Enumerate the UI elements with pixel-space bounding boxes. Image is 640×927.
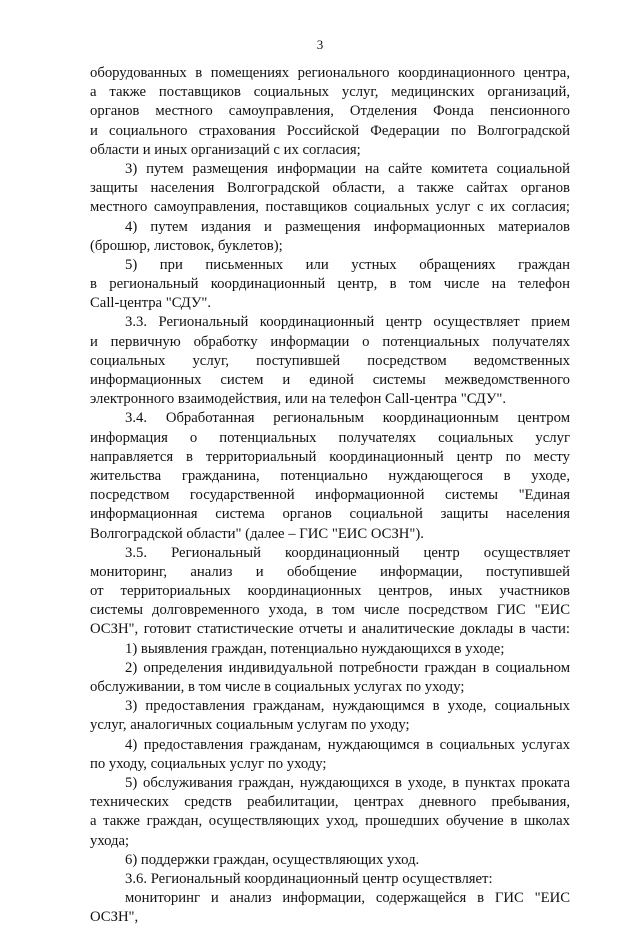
text-line: 3.3. Региональный координационный центр осуществляет прием — [125, 314, 570, 331]
text-line: посредством государственной информационной системы "Единая — [90, 487, 570, 504]
text-line: направляется в территориальный координационный центр по месту — [90, 448, 570, 465]
text-line: мониторинг и анализ информации, содержащейся в ГИС "ЕИС — [125, 890, 570, 907]
text-line: 2) определения индивидуальной потребности граждан в социальном — [125, 659, 570, 676]
text-line: (брошюр, листовок, буклетов); — [90, 237, 283, 254]
text-line: 6) поддержки граждан, осуществляющих уход. — [125, 851, 420, 868]
text-line: области и иных организаций с их согласия; — [90, 141, 361, 158]
text-line: ухода; — [90, 832, 130, 849]
page-number: 3 — [316, 37, 324, 52]
text-line: и социального страхования Российской Федерации по Волгоградской — [90, 122, 570, 139]
text-line: ОСЗН", готовит статистические отчеты и аналитические доклады в части: — [90, 621, 570, 638]
text-line: ОСЗН", — [90, 909, 139, 926]
document-body — [90, 64, 570, 927]
text-line: 3.4. Обработанная региональным координационным центром — [125, 410, 570, 427]
text-line: оборудованных в помещениях регионального координационного центра, — [90, 65, 570, 81]
text-line: защиты населения Волгоградской области, а также сайтах органов — [90, 180, 570, 197]
text-line: информация о потенциальных получателях социальных услуг — [90, 429, 570, 446]
text-line: электронного взаимодействия, или на телефон Call-центра "СДУ". — [90, 391, 507, 408]
text-line: жительства гражданина, потенциально нуждающегося в уходе, — [90, 467, 570, 484]
text-line: мониторинг, анализ и обобщение информации, поступившей — [90, 563, 570, 580]
text-line: 5) обслуживания граждан, нуждающихся в уходе, в пунктах проката — [125, 774, 570, 791]
text-line: обслуживании, в том числе в социальных услугах по уходу; — [90, 679, 465, 695]
text-line: 3) путем размещения информации на сайте комитета социальной — [125, 160, 570, 177]
text-line: 3) предоставления гражданам, нуждающимся в уходе, социальных — [125, 698, 570, 715]
text-line: информационных систем и единой системы межведомственного — [90, 372, 570, 388]
text-line: от территориальных координационных центров, иных участников — [90, 583, 570, 600]
text-line: 4) предоставления гражданам, нуждающимся в социальных услугах — [125, 736, 570, 753]
text-line: в региональный координационный центр, в том числе на телефон — [90, 276, 570, 293]
text-line: органов местного самоуправления, Отделения Фонда пенсионного — [90, 103, 570, 120]
text-line: и первичную обработку информации о потенциальных получателях — [90, 333, 570, 350]
text-line: системы долговременного ухода, в том числе посредством ГИС "ЕИС — [90, 602, 570, 619]
text-line: информационная система органов социальной защиты населения — [90, 506, 570, 523]
text-line: Волгоградской области" (далее – ГИС "ЕИС ОСЗН"). — [90, 525, 424, 542]
text-line: услуг, аналогичных социальным услугам по уходу; — [90, 717, 410, 734]
text-line: технических средств реабилитации, центрах дневного пребывания, — [90, 794, 570, 811]
text-line: 5) при письменных или устных обращениях граждан — [125, 256, 570, 273]
text-line: Call-центра "СДУ". — [90, 295, 212, 312]
text-line: 3.5. Региональный координационный центр осуществляет — [125, 544, 570, 561]
text-line: по уходу, социальных услуг по уходу; — [90, 755, 327, 772]
text-line: социальных услуг, поступившей посредством ведомственных — [90, 352, 570, 369]
text-line: местного самоуправления, поставщиков социальных услуг с их согласия; — [90, 199, 570, 216]
text-line: 3.6. Региональный координационный центр осуществляет: — [125, 870, 493, 887]
text-line: 4) путем издания и размещения информационных материалов — [125, 218, 570, 235]
text-line: 1) выявления граждан, потенциально нуждающихся в уходе; — [125, 640, 505, 657]
text-line: а также поставщиков социальных услуг, медицинских организаций, — [90, 84, 570, 101]
text-line: а также граждан, осуществляющих уход, прошедших обучение в школах — [90, 813, 570, 830]
